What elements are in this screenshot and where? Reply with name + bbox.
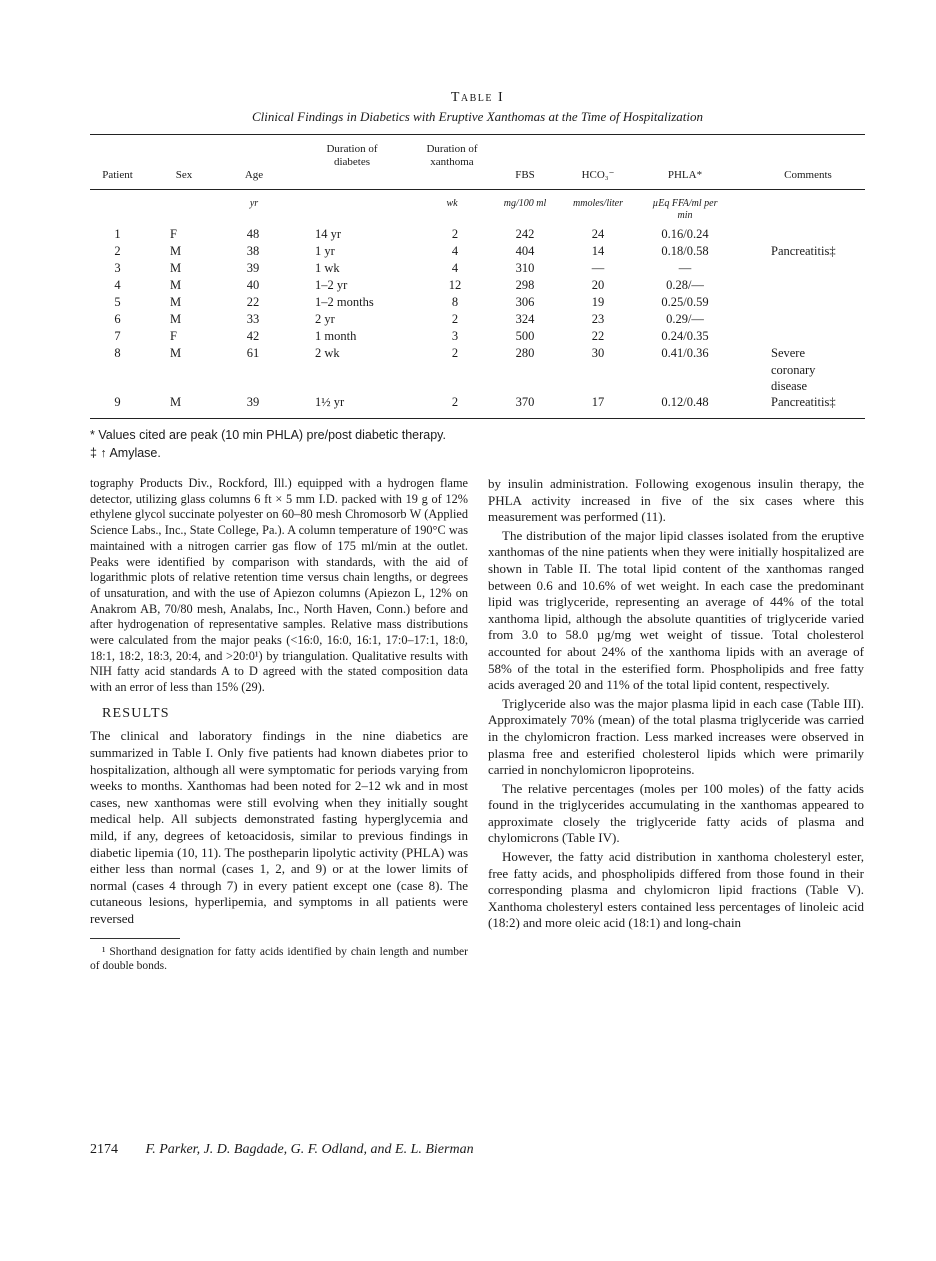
table-footnote-phla: * Values cited are peak (10 min PHLA) pre/post diabetic therapy.: [90, 428, 446, 442]
unit-hco3: mmoles/liter: [573, 198, 623, 209]
header-fbs: FBS: [515, 169, 535, 181]
cell-sex: M: [170, 244, 182, 258]
cell-fbs: 280: [515, 346, 535, 360]
cell-hco3: 20: [591, 278, 605, 292]
cell-phla: 0.12/0.48: [661, 395, 709, 409]
cell-fbs: 298: [515, 278, 535, 292]
cell-age: 33: [246, 312, 260, 326]
footnote-rule: [90, 938, 180, 939]
cell-age: 38: [246, 244, 260, 258]
cell-fbs: 324: [515, 312, 535, 326]
header-rule: [90, 189, 865, 190]
cell-phla: 0.41/0.36: [661, 346, 709, 360]
cell-duration-xanthoma: 2: [451, 227, 459, 241]
cell-comments: Pancreatitis‡: [771, 244, 836, 258]
right-paragraph-5: However, the fatty acid distribution in xanthoma cholesteryl ester, free fatty acids, and phospholipids differed from those found in their corresponding plasma and chylomicron lipid fractions (Table V). Xanthoma cholesteryl esters contained less percentages of linoleic acid (18:2) and more oleic acid (18:1) and long-chain: [488, 849, 864, 931]
cell-age: 40: [246, 278, 260, 292]
cell-phla: 0.24/0.35: [661, 329, 709, 343]
table-bottom-rule: [90, 418, 865, 419]
table-footnote-amylase: ‡ ↑ Amylase.: [90, 446, 161, 460]
cell-duration-diabetes: 2 yr: [315, 312, 335, 326]
cell-sex: M: [170, 261, 182, 275]
header-phla: PHLA*: [667, 169, 703, 181]
cell-sex: M: [170, 346, 182, 360]
cell-phla: 0.18/0.58: [661, 244, 709, 258]
cell-duration-diabetes: 1 wk: [315, 261, 340, 275]
author-line: F. Parker, J. D. Bagdade, G. F. Odland, and E. L. Bierman: [145, 1142, 474, 1157]
cell-fbs: 370: [515, 395, 535, 409]
cell-age: 61: [246, 346, 260, 360]
cell-hco3: 23: [591, 312, 605, 326]
header-age: Age: [244, 169, 264, 181]
cell-fbs: 500: [515, 329, 535, 343]
cell-duration-xanthoma: 3: [451, 329, 459, 343]
cell-fbs: 310: [515, 261, 535, 275]
cell-sex: M: [170, 395, 182, 409]
cell-phla: —: [678, 261, 692, 275]
cell-hco3: 19: [591, 295, 605, 309]
cell-hco3: 24: [591, 227, 605, 241]
header-duration-xanthoma: Duration of xanthoma: [426, 143, 478, 168]
cell-comments: Severe coronary disease: [771, 346, 816, 393]
cell-duration-xanthoma: 2: [451, 395, 459, 409]
cell-duration-diabetes: 1 month: [315, 329, 357, 343]
right-paragraph-4: The relative percentages (moles per 100 moles) of the fatty acids found in the triglycerides accumulating in the xanthomas appeared to approximate closely the triglyceride fatty acids of plasma and chylomicrons (Table IV).: [488, 780, 864, 846]
right-paragraph-2: The distribution of the major lipid classes isolated from the eruptive xanthomas of the nine patients when they were initially hospitalized are shown in Table II. The total lipid content of the xanthomas ranged between 0.6 and 10.6% of wet weight. In each case the predominant lipid was triglyceride, representing an average of 44% of the total xanthoma lipid, although the absolute quantities of triglyceride varied from 3.0 to 58.0 µg/mg wet weight of tissue. Total cholesterol accounted for about 24% of the xanthoma lipids with an average of 58% of the total in the esterified form. Phospholipids and free fatty acids averaged 20 and 11% of the total lipid content, respectively.: [488, 527, 864, 693]
cell-phla: 0.16/0.24: [661, 227, 709, 241]
cell-patient: 7: [114, 329, 121, 343]
cell-patient: 5: [114, 295, 121, 309]
cell-duration-diabetes: 1 yr: [315, 244, 335, 258]
cell-duration-xanthoma: 8: [451, 295, 459, 309]
cell-sex: M: [170, 312, 182, 326]
cell-duration-xanthoma: 4: [451, 261, 459, 275]
cell-age: 42: [246, 329, 260, 343]
cell-patient: 9: [114, 395, 121, 409]
cell-patient: 3: [114, 261, 121, 275]
cell-comments: Pancreatitis‡: [771, 395, 836, 409]
cell-age: 48: [246, 227, 260, 241]
cell-duration-xanthoma: 12: [448, 278, 462, 292]
cell-sex: F: [170, 227, 177, 241]
right-paragraph-3: Triglyceride also was the major plasma lipid in each case (Table III). Approximately 70% (mean) of the total plasma triglyceride was carried in the chylomicron fraction. Less marked increases were observed in plasma free and esterified cholesterol lipids which were primarily carried in nonchylomicron lipoproteins.: [488, 695, 864, 778]
cell-duration-diabetes: 1–2 yr: [315, 278, 348, 292]
cell-fbs: 242: [515, 227, 535, 241]
cell-hco3: 30: [591, 346, 605, 360]
table-caption: Clinical Findings in Diabetics with Eruptive Xanthomas at the Time of Hospitalization: [251, 109, 704, 124]
unit-phla: µEq FFA/ml per min: [652, 198, 718, 221]
cell-hco3: 14: [591, 244, 605, 258]
running-footer: [90, 1142, 474, 1158]
cell-hco3: 22: [591, 329, 605, 343]
cell-duration-diabetes: 14 yr: [315, 227, 342, 241]
header-sex: Sex: [175, 169, 193, 181]
right-paragraph-1: by insulin administration. Following exogenous insulin therapy, the PHLA activity increased in five of the six cases where this measurement was performed (11).: [488, 476, 864, 525]
cell-sex: M: [170, 278, 182, 292]
cell-hco3: 17: [591, 395, 605, 409]
cell-duration-xanthoma: 4: [451, 244, 459, 258]
header-comments: Comments: [784, 169, 832, 181]
cell-patient: 4: [114, 278, 121, 292]
cell-patient: 2: [114, 244, 121, 258]
unit-fbs: mg/100 ml: [503, 198, 547, 209]
unit-age: yr: [249, 198, 259, 209]
footnote-shorthand: ¹ Shorthand designation for fatty acids identified by chain length and number of double bonds.: [90, 945, 468, 972]
cell-fbs: 306: [515, 295, 535, 309]
cell-sex: M: [170, 295, 182, 309]
cell-duration-diabetes: 1½ yr: [315, 395, 345, 409]
cell-phla: 0.28/—: [666, 278, 704, 292]
cell-patient: 6: [114, 312, 121, 326]
cell-fbs: 404: [515, 244, 535, 258]
results-heading: RESULTS: [102, 705, 170, 721]
cell-patient: 8: [114, 346, 121, 360]
results-paragraph: The clinical and laboratory findings in the nine diabetics are summarized in Table I. Only five patients had known diabetes prior to hospitalization, although all were symptomatic for periods varying from weeks to months. Xanthomas had been noted for 2–12 wk and in most cases, new xanthomas were still evolving when they initially sought medical help. All subjects demonstrated fasting hyperglycemia and mild, if any, degrees of ketoacidosis, similar to previous findings in diabetic lipemia (10, 11). The postheparin lipolytic activity (PHLA) was either less than normal (cases 1, 2, and 9) or at the lower limits of normal (cases 4 through 7) in every patient except one (case 8). The cutaneous lesions, hyperlipemia, and symptoms in all patients were reversed: [90, 728, 468, 926]
cell-phla: 0.29/—: [666, 312, 704, 326]
page-number: 2174: [90, 1142, 118, 1157]
cell-patient: 1: [114, 227, 121, 241]
cell-duration-xanthoma: 2: [451, 312, 459, 326]
cell-sex: F: [170, 329, 177, 343]
cell-age: 39: [246, 261, 260, 275]
unit-xanthoma: wk: [446, 198, 458, 209]
header-patient: Patient: [102, 169, 133, 181]
cell-hco3: —: [591, 261, 605, 275]
header-duration-diabetes: Duration of diabetes: [326, 143, 378, 168]
methods-paragraph: tography Products Div., Rockford, Ill.) equipped with a hydrogen flame detector, utilizing glass columns 6 ft × 5 mm I.D. packed with 19 g of 12% ethylene glycol succinate polyester on 60–80 mesh Chromosorb W (Applied Science Labs., Inc., State College, Pa.). A column temperature of 190°C was maintained with a nitrogen carrier gas flow of 175 ml/min at the outlet. Peaks were identified by comparison with standards, with the aid of logarithmic plots of relative retention time versus chain lengths, or degrees of unsaturation, and with the use of Apiezon columns (Apiezon L, 12% on Anakrom AB, 70/80 mesh, Analabs, Inc., North Haven, Conn.) before and after hydrogenation of representative samples. Relative mass distributions were calculated from the major peaks (<16:0, 16:0, 16:1, 17:0–17:1, 18:0, 18:1, 18:2, 18:3, 20:4, and >20:0¹) by triangulation. Qualitative results with NIH fatty acid standards A to D agreed with the stated composition data with an error of less than 15% (29).: [90, 476, 468, 695]
cell-age: 39: [246, 395, 260, 409]
left-column: [90, 476, 468, 973]
cell-duration-diabetes: 1–2 months: [315, 295, 374, 309]
table-title: Table I: [450, 90, 505, 105]
cell-age: 22: [246, 295, 260, 309]
cell-phla: 0.25/0.59: [661, 295, 709, 309]
right-column: [488, 476, 864, 934]
header-hco3: HCO₃⁻: [581, 169, 615, 181]
table-top-rule: [90, 134, 865, 135]
cell-duration-diabetes: 2 wk: [315, 346, 340, 360]
cell-duration-xanthoma: 2: [451, 346, 459, 360]
